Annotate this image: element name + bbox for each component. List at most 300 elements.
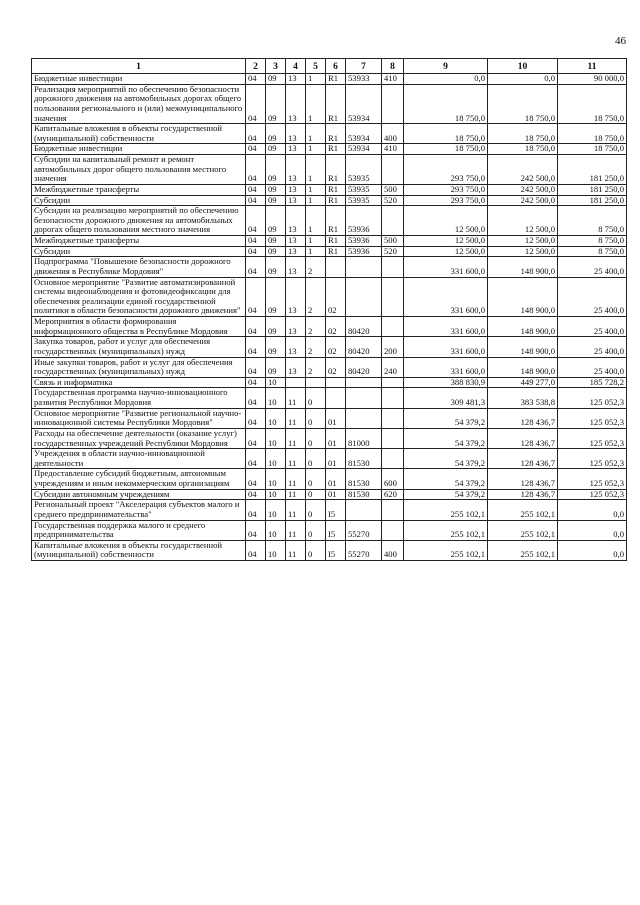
code-direction: 53936 xyxy=(346,236,382,247)
table-row xyxy=(32,449,627,469)
code-subsection: 10 xyxy=(266,520,286,540)
amount-col-9: 255 102,1 xyxy=(404,500,488,520)
code-program: 13 xyxy=(286,337,306,357)
column-header: 6 xyxy=(326,59,346,74)
amount-col-10: 128 436,7 xyxy=(488,408,558,428)
amount-col-9: 18 750,0 xyxy=(404,144,488,155)
amount-col-10: 12 500,0 xyxy=(488,246,558,257)
amount-col-10: 255 102,1 xyxy=(488,520,558,540)
table-row xyxy=(32,236,627,247)
code-expense-type xyxy=(382,84,404,124)
amount-col-9: 12 500,0 xyxy=(404,206,488,236)
column-header: 11 xyxy=(558,59,627,74)
code-direction: 81530 xyxy=(346,489,382,500)
code-expense-type xyxy=(382,155,404,185)
code-program: 13 xyxy=(286,155,306,185)
column-header: 9 xyxy=(404,59,488,74)
code-activity: 01 xyxy=(326,449,346,469)
amount-col-10: 255 102,1 xyxy=(488,540,558,560)
code-section: 04 xyxy=(246,449,266,469)
table-row xyxy=(32,469,627,489)
code-activity: 02 xyxy=(326,357,346,377)
code-direction: 80420 xyxy=(346,337,382,357)
code-subprogram: 2 xyxy=(306,257,326,277)
code-activity: R1 xyxy=(326,195,346,206)
row-name: Государственная программа научно-инновационного развития Республики Мордовия xyxy=(32,388,246,408)
row-name: Субсидии на капитальный ремонт и ремонт автомобильных дорог общего пользования местного значения xyxy=(32,155,246,185)
code-direction: 53936 xyxy=(346,246,382,257)
amount-col-9: 18 750,0 xyxy=(404,124,488,144)
code-subprogram: 1 xyxy=(306,195,326,206)
code-expense-type: 200 xyxy=(382,337,404,357)
amount-col-11: 8 750,0 xyxy=(558,246,627,257)
code-expense-type xyxy=(382,317,404,337)
code-direction xyxy=(346,377,382,388)
table-row xyxy=(32,277,627,317)
amount-col-11: 125 052,3 xyxy=(558,428,627,448)
table-row xyxy=(32,74,627,85)
code-direction: 53935 xyxy=(346,195,382,206)
code-section: 04 xyxy=(246,74,266,85)
code-section: 04 xyxy=(246,236,266,247)
code-program: 13 xyxy=(286,195,306,206)
amount-col-10: 128 436,7 xyxy=(488,449,558,469)
table-row xyxy=(32,408,627,428)
code-subprogram: 2 xyxy=(306,357,326,377)
code-section: 04 xyxy=(246,520,266,540)
row-name: Связь и информатика xyxy=(32,377,246,388)
amount-col-10: 18 750,0 xyxy=(488,144,558,155)
code-program: 11 xyxy=(286,540,306,560)
code-subprogram: 0 xyxy=(306,388,326,408)
code-activity: 01 xyxy=(326,428,346,448)
code-program: 11 xyxy=(286,388,306,408)
amount-col-10: 12 500,0 xyxy=(488,206,558,236)
code-program: 11 xyxy=(286,469,306,489)
code-activity xyxy=(326,377,346,388)
code-activity: 02 xyxy=(326,337,346,357)
code-direction xyxy=(346,408,382,428)
code-program: 13 xyxy=(286,236,306,247)
code-program: 13 xyxy=(286,144,306,155)
code-section: 04 xyxy=(246,408,266,428)
code-section: 04 xyxy=(246,195,266,206)
code-expense-type: 500 xyxy=(382,236,404,247)
table-row xyxy=(32,195,627,206)
amount-col-11: 18 750,0 xyxy=(558,144,627,155)
code-direction: 53934 xyxy=(346,124,382,144)
code-activity: 02 xyxy=(326,277,346,317)
amount-col-10: 242 500,0 xyxy=(488,184,558,195)
code-section: 04 xyxy=(246,155,266,185)
code-subprogram: 0 xyxy=(306,500,326,520)
code-subsection: 10 xyxy=(266,388,286,408)
table-row xyxy=(32,317,627,337)
amount-col-10: 128 436,7 xyxy=(488,489,558,500)
code-activity: R1 xyxy=(326,144,346,155)
amount-col-9: 293 750,0 xyxy=(404,155,488,185)
code-activity: 01 xyxy=(326,489,346,500)
code-activity: R1 xyxy=(326,246,346,257)
amount-col-9: 255 102,1 xyxy=(404,520,488,540)
budget-table xyxy=(31,58,627,561)
amount-col-11: 181 250,0 xyxy=(558,155,627,185)
code-direction: 55270 xyxy=(346,520,382,540)
table-row xyxy=(32,377,627,388)
code-subprogram: 0 xyxy=(306,489,326,500)
amount-col-9: 309 481,3 xyxy=(404,388,488,408)
code-subsection: 10 xyxy=(266,428,286,448)
page-number: 46 xyxy=(615,35,626,47)
amount-col-9: 0,0 xyxy=(404,74,488,85)
amount-col-9: 54 379,2 xyxy=(404,449,488,469)
code-subsection: 10 xyxy=(266,408,286,428)
code-program: 11 xyxy=(286,408,306,428)
code-direction xyxy=(346,388,382,408)
amount-col-9: 54 379,2 xyxy=(404,408,488,428)
code-activity: R1 xyxy=(326,84,346,124)
code-subsection: 09 xyxy=(266,317,286,337)
code-subprogram xyxy=(306,377,326,388)
code-expense-type: 400 xyxy=(382,540,404,560)
amount-col-9: 331 600,0 xyxy=(404,317,488,337)
code-program: 13 xyxy=(286,257,306,277)
code-activity: I5 xyxy=(326,520,346,540)
code-section: 04 xyxy=(246,124,266,144)
amount-col-11: 25 400,0 xyxy=(558,277,627,317)
code-subsection: 09 xyxy=(266,144,286,155)
amount-col-11: 25 400,0 xyxy=(558,357,627,377)
table-row xyxy=(32,388,627,408)
amount-col-11: 125 052,3 xyxy=(558,469,627,489)
row-name: Субсидии на реализацию мероприятий по обеспечению безопасности дорожного движения на автомобильных дорогах общего пользования местного значения xyxy=(32,206,246,236)
code-direction: 55270 xyxy=(346,540,382,560)
row-name: Основное мероприятие "Развитие автоматизированной системы видеонаблюдения и фотовидеофиксации для обеспечения реализации единой государственной политики в области безопасности дорожного движения" xyxy=(32,277,246,317)
amount-col-9: 331 600,0 xyxy=(404,337,488,357)
amount-col-11: 0,0 xyxy=(558,540,627,560)
code-subsection: 09 xyxy=(266,236,286,247)
code-section: 04 xyxy=(246,377,266,388)
code-subsection: 09 xyxy=(266,257,286,277)
row-name: Капитальные вложения в объекты государственной (муниципальной) собственности xyxy=(32,124,246,144)
code-section: 04 xyxy=(246,257,266,277)
code-program: 13 xyxy=(286,124,306,144)
code-expense-type: 410 xyxy=(382,144,404,155)
code-section: 04 xyxy=(246,500,266,520)
amount-col-11: 18 750,0 xyxy=(558,84,627,124)
code-section: 04 xyxy=(246,540,266,560)
code-subprogram: 2 xyxy=(306,337,326,357)
code-expense-type xyxy=(382,257,404,277)
amount-col-9: 18 750,0 xyxy=(404,84,488,124)
row-name: Мероприятия в области формирования информационного общества в Республике Мордовия xyxy=(32,317,246,337)
code-subprogram: 0 xyxy=(306,449,326,469)
code-activity: I5 xyxy=(326,540,346,560)
amount-col-11: 8 750,0 xyxy=(558,236,627,247)
row-name: Субсидии автономным учреждениям xyxy=(32,489,246,500)
table-row xyxy=(32,246,627,257)
amount-col-11: 125 052,3 xyxy=(558,489,627,500)
amount-col-9: 293 750,0 xyxy=(404,195,488,206)
amount-col-9: 331 600,0 xyxy=(404,277,488,317)
code-activity: 02 xyxy=(326,317,346,337)
amount-col-10: 18 750,0 xyxy=(488,84,558,124)
code-expense-type xyxy=(382,408,404,428)
code-expense-type: 400 xyxy=(382,124,404,144)
amount-col-11: 125 052,3 xyxy=(558,449,627,469)
code-expense-type: 620 xyxy=(382,489,404,500)
code-section: 04 xyxy=(246,184,266,195)
amount-col-10: 12 500,0 xyxy=(488,236,558,247)
amount-col-11: 181 250,0 xyxy=(558,184,627,195)
row-name: Иные закупки товаров, работ и услуг для обеспечения государственных (муниципальных) нужд xyxy=(32,357,246,377)
code-program: 13 xyxy=(286,246,306,257)
code-subprogram: 1 xyxy=(306,236,326,247)
amount-col-9: 54 379,2 xyxy=(404,428,488,448)
code-subsection: 10 xyxy=(266,500,286,520)
amount-col-11: 25 400,0 xyxy=(558,257,627,277)
code-expense-type xyxy=(382,388,404,408)
code-expense-type: 600 xyxy=(382,469,404,489)
amount-col-10: 242 500,0 xyxy=(488,155,558,185)
row-name: Закупка товаров, работ и услуг для обеспечения государственных (муниципальных) нужд xyxy=(32,337,246,357)
column-header: 3 xyxy=(266,59,286,74)
column-header: 4 xyxy=(286,59,306,74)
table-body xyxy=(32,74,627,561)
row-name: Предоставление субсидий бюджетным, автономным учреждениям и иным некоммерческим организациям xyxy=(32,469,246,489)
code-subsection: 09 xyxy=(266,84,286,124)
code-program: 13 xyxy=(286,357,306,377)
code-program: 11 xyxy=(286,500,306,520)
amount-col-11: 0,0 xyxy=(558,500,627,520)
code-program xyxy=(286,377,306,388)
row-name: Субсидии xyxy=(32,246,246,257)
column-header: 10 xyxy=(488,59,558,74)
code-subprogram: 1 xyxy=(306,155,326,185)
table-row xyxy=(32,184,627,195)
row-name: Учреждения в области научно-инновационной деятельности xyxy=(32,449,246,469)
amount-col-11: 185 728,2 xyxy=(558,377,627,388)
code-direction: 80420 xyxy=(346,357,382,377)
code-activity: 01 xyxy=(326,408,346,428)
amount-col-11: 181 250,0 xyxy=(558,195,627,206)
row-name: Межбюджетные трансферты xyxy=(32,184,246,195)
table-row xyxy=(32,489,627,500)
amount-col-11: 25 400,0 xyxy=(558,337,627,357)
code-activity xyxy=(326,257,346,277)
code-section: 04 xyxy=(246,337,266,357)
column-header: 8 xyxy=(382,59,404,74)
code-subsection: 10 xyxy=(266,489,286,500)
code-subprogram: 1 xyxy=(306,184,326,195)
code-subsection: 09 xyxy=(266,195,286,206)
code-activity: R1 xyxy=(326,155,346,185)
code-activity: R1 xyxy=(326,124,346,144)
code-direction: 81530 xyxy=(346,469,382,489)
code-direction: 81000 xyxy=(346,428,382,448)
code-subsection: 09 xyxy=(266,184,286,195)
amount-col-10: 148 900,0 xyxy=(488,277,558,317)
code-program: 11 xyxy=(286,449,306,469)
row-name: Реализация мероприятий по обеспечению безопасности дорожного движения на автомобильных дорогах общего пользования регионального и (или) межмуниципального значения xyxy=(32,84,246,124)
code-direction xyxy=(346,257,382,277)
code-direction xyxy=(346,277,382,317)
amount-col-10: 128 436,7 xyxy=(488,469,558,489)
code-activity xyxy=(326,388,346,408)
row-name: Капитальные вложения в объекты государственной (муниципальной) собственности xyxy=(32,540,246,560)
code-program: 11 xyxy=(286,428,306,448)
table-row xyxy=(32,337,627,357)
code-subsection: 09 xyxy=(266,357,286,377)
column-header: 7 xyxy=(346,59,382,74)
code-direction: 53933 xyxy=(346,74,382,85)
code-subsection: 10 xyxy=(266,469,286,489)
code-program: 13 xyxy=(286,206,306,236)
amount-col-10: 255 102,1 xyxy=(488,500,558,520)
code-section: 04 xyxy=(246,84,266,124)
code-subprogram: 0 xyxy=(306,469,326,489)
row-name: Межбюджетные трансферты xyxy=(32,236,246,247)
code-program: 11 xyxy=(286,489,306,500)
amount-col-9: 255 102,1 xyxy=(404,540,488,560)
row-name: Региональный проект "Акселерация субъектов малого и среднего предпринимательства" xyxy=(32,500,246,520)
code-activity: R1 xyxy=(326,206,346,236)
code-subsection: 09 xyxy=(266,246,286,257)
row-name: Основное мероприятие "Развитие региональной научно-инновационной системы Республики Мордовия" xyxy=(32,408,246,428)
code-subprogram: 0 xyxy=(306,428,326,448)
column-header: 1 xyxy=(32,59,246,74)
code-activity: 01 xyxy=(326,469,346,489)
table-row xyxy=(32,84,627,124)
code-expense-type xyxy=(382,449,404,469)
table-row xyxy=(32,520,627,540)
code-section: 04 xyxy=(246,246,266,257)
code-section: 04 xyxy=(246,388,266,408)
code-subprogram: 1 xyxy=(306,74,326,85)
amount-col-9: 54 379,2 xyxy=(404,489,488,500)
code-program: 13 xyxy=(286,74,306,85)
code-program: 13 xyxy=(286,277,306,317)
code-subprogram: 0 xyxy=(306,520,326,540)
row-name: Расходы на обеспечение деятельности (оказание услуг) государственных учреждений Республики Мордовия xyxy=(32,428,246,448)
code-subsection: 10 xyxy=(266,449,286,469)
code-subprogram: 1 xyxy=(306,124,326,144)
code-section: 04 xyxy=(246,206,266,236)
code-expense-type: 520 xyxy=(382,246,404,257)
code-expense-type xyxy=(382,500,404,520)
amount-col-11: 25 400,0 xyxy=(558,317,627,337)
code-expense-type xyxy=(382,520,404,540)
amount-col-10: 148 900,0 xyxy=(488,337,558,357)
table-header-row xyxy=(32,59,627,74)
amount-col-11: 125 052,3 xyxy=(558,408,627,428)
amount-col-10: 449 277,0 xyxy=(488,377,558,388)
code-section: 04 xyxy=(246,489,266,500)
code-section: 04 xyxy=(246,469,266,489)
code-section: 04 xyxy=(246,357,266,377)
table-row xyxy=(32,540,627,560)
code-direction xyxy=(346,500,382,520)
code-expense-type: 500 xyxy=(382,184,404,195)
code-section: 04 xyxy=(246,277,266,317)
code-expense-type: 410 xyxy=(382,74,404,85)
row-name: Государственная поддержка малого и среднего предпринимательства xyxy=(32,520,246,540)
code-program: 13 xyxy=(286,184,306,195)
amount-col-10: 148 900,0 xyxy=(488,317,558,337)
code-direction: 53934 xyxy=(346,84,382,124)
amount-col-9: 54 379,2 xyxy=(404,469,488,489)
code-subprogram: 0 xyxy=(306,540,326,560)
amount-col-10: 148 900,0 xyxy=(488,257,558,277)
amount-col-9: 293 750,0 xyxy=(404,184,488,195)
amount-col-11: 90 000,0 xyxy=(558,74,627,85)
code-section: 04 xyxy=(246,144,266,155)
code-program: 13 xyxy=(286,84,306,124)
code-subsection: 09 xyxy=(266,337,286,357)
code-activity: I5 xyxy=(326,500,346,520)
amount-col-10: 242 500,0 xyxy=(488,195,558,206)
table-row xyxy=(32,206,627,236)
row-name: Субсидии xyxy=(32,195,246,206)
code-program: 13 xyxy=(286,317,306,337)
amount-col-10: 128 436,7 xyxy=(488,428,558,448)
code-expense-type xyxy=(382,428,404,448)
row-name: Бюджетные инвестиции xyxy=(32,144,246,155)
code-subprogram: 0 xyxy=(306,408,326,428)
amount-col-9: 388 830,9 xyxy=(404,377,488,388)
column-header: 2 xyxy=(246,59,266,74)
row-name: Бюджетные инвестиции xyxy=(32,74,246,85)
amount-col-9: 331 600,0 xyxy=(404,357,488,377)
code-subsection: 09 xyxy=(266,206,286,236)
code-subsection: 10 xyxy=(266,540,286,560)
code-subsection: 09 xyxy=(266,155,286,185)
column-header: 5 xyxy=(306,59,326,74)
code-subprogram: 2 xyxy=(306,317,326,337)
table-row xyxy=(32,124,627,144)
amount-col-11: 18 750,0 xyxy=(558,124,627,144)
row-name: Подпрограмма "Повышение безопасности дорожного движения в Республике Мордовия" xyxy=(32,257,246,277)
code-subprogram: 1 xyxy=(306,144,326,155)
code-subprogram: 1 xyxy=(306,206,326,236)
code-subsection: 09 xyxy=(266,277,286,317)
table-row xyxy=(32,357,627,377)
code-program: 11 xyxy=(286,520,306,540)
amount-col-10: 148 900,0 xyxy=(488,357,558,377)
amount-col-11: 0,0 xyxy=(558,520,627,540)
amount-col-9: 12 500,0 xyxy=(404,236,488,247)
code-activity: R1 xyxy=(326,184,346,195)
amount-col-10: 18 750,0 xyxy=(488,124,558,144)
table-row xyxy=(32,155,627,185)
code-expense-type: 520 xyxy=(382,195,404,206)
code-expense-type xyxy=(382,206,404,236)
code-expense-type xyxy=(382,277,404,317)
code-direction: 53934 xyxy=(346,144,382,155)
table-row xyxy=(32,257,627,277)
table-row xyxy=(32,144,627,155)
code-direction: 53935 xyxy=(346,155,382,185)
amount-col-9: 331 600,0 xyxy=(404,257,488,277)
code-section: 04 xyxy=(246,428,266,448)
amount-col-9: 12 500,0 xyxy=(404,246,488,257)
amount-col-10: 383 538,8 xyxy=(488,388,558,408)
code-direction: 53935 xyxy=(346,184,382,195)
code-subprogram: 2 xyxy=(306,277,326,317)
code-subprogram: 1 xyxy=(306,84,326,124)
code-direction: 81530 xyxy=(346,449,382,469)
code-expense-type xyxy=(382,377,404,388)
